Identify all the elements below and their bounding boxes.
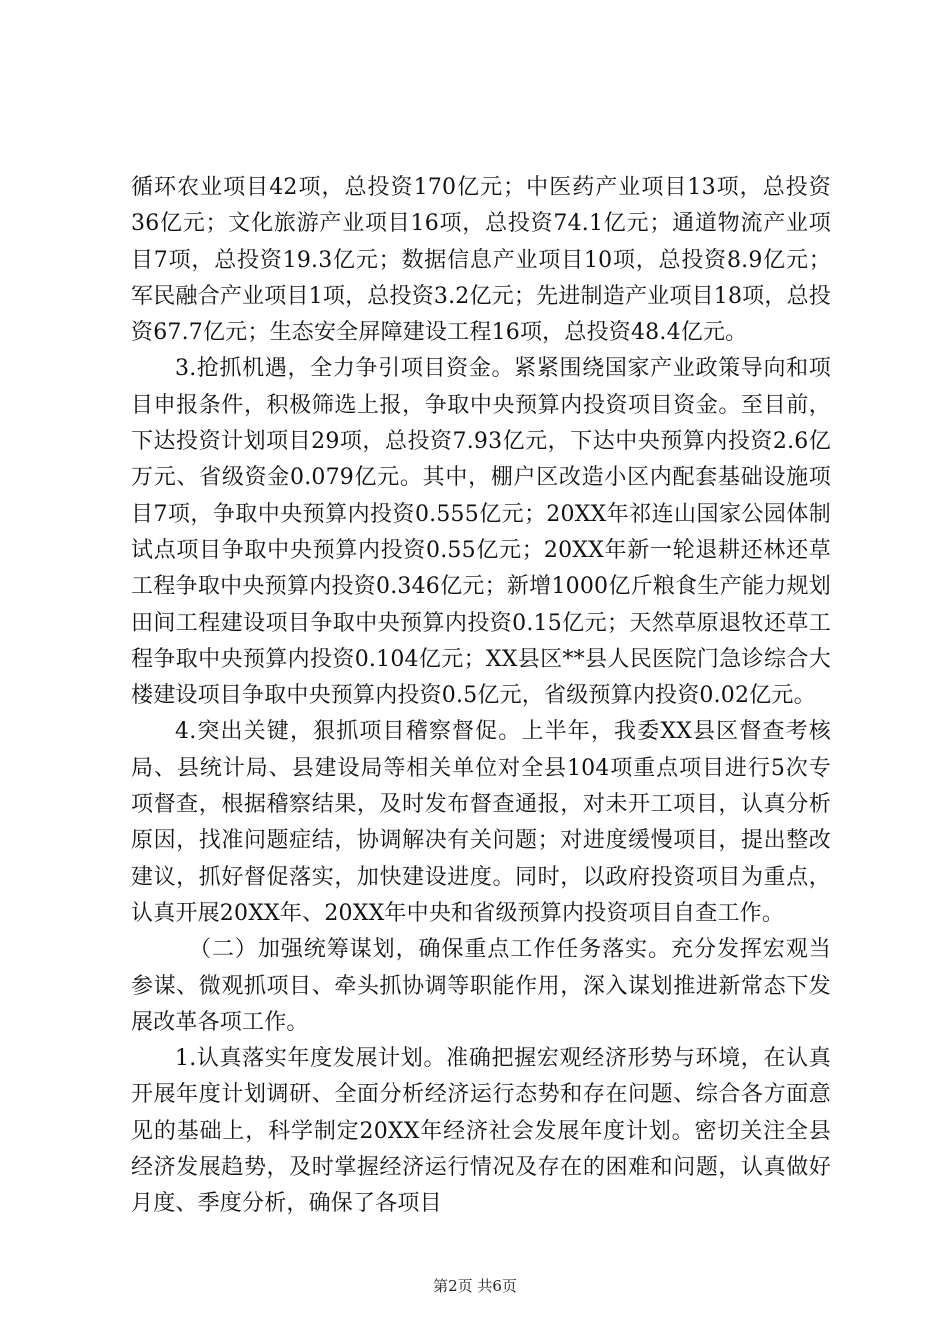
body-text (131, 170, 831, 1223)
paragraph-project-inspection: 4.突出关键，狠抓项目稽察督促。上半年，我委XX县区督查考核局、县统计局、县建设局等相关单位对全县104项重点项目进行5次专项督查，根据稽察结果，及时发布督查通报，对未开工项目，认真分析原因，找准问题症结，协调解决有关问题；对进度缓慢项目，提出整改建议，抓好督促落实，加快建设进度。同时，以政府投资项目为重点，认真开展20XX年、20XX年中央和省级预算内投资项目自查工作。 (131, 719, 831, 926)
paragraph-investment-summary: 循环农业项目42项，总投资170亿元；中医药产业项目13项，总投资36亿元；文化旅游产业项目16项，总投资74.1亿元；通道物流产业项目7项，总投资19.3亿元；数据信息产业项目10项，总投资8.9亿元；军民融合产业项目1项，总投资3.2亿元；先进制造产业项目18项，总投资67.7亿元；生态安全屏障建设工程16项，总投资48.4亿元。 (131, 175, 831, 346)
paragraph-annual-plan: 1.认真落实年度发展计划。准确把握宏观经济形势与环境，在认真开展年度计划调研、全面分析经济运行态势和存在问题、综合各方面意见的基础上，科学制定20XX年经济社会发展年度计划。密切关注全县经济发展趋势，及时掌握经济运行情况及存在的困难和问题，认真做好月度、季度分析，确保了各项目 (131, 1046, 831, 1217)
paragraph-project-funding: 3.抢抓机遇，全力争引项目资金。紧紧围绕国家产业政策导向和项目申报条件，积极筛选上报，争取中央预算内投资项目资金。至目前，下达投资计划项目29项，总投资7.93亿元，下达中央预算内投资2.6亿万元、省级资金0.079亿元。其中，棚户区改造小区内配套基础设施项目7项，争取中央预算内投资0.555亿元；20XX年祁连山国家公园体制试点项目争取中央预算内投资0.55亿元；20XX年新一轮退耕还林还草工程争取中央预算内投资0.346亿元；新增1000亿斤粮食生产能力规划田间工程建设项目争取中央预算内投资0.15亿元；天然草原退牧还草工程争取中央预算内投资0.104亿元；XX县区**县人民医院门急诊综合大楼建设项目争取中央预算内投资0.5亿元，省级预算内投资0.02亿元。 (131, 356, 831, 709)
paragraph-section-two-heading: （二）加强统筹谋划，确保重点工作任务落实。充分发挥宏观当参谋、微观抓项目、牵头抓协调等职能作用，深入谋划推进新常态下发展改革各项工作。 (131, 937, 831, 1035)
page-number-footer: 第2页 共6页 (433, 1277, 517, 1295)
